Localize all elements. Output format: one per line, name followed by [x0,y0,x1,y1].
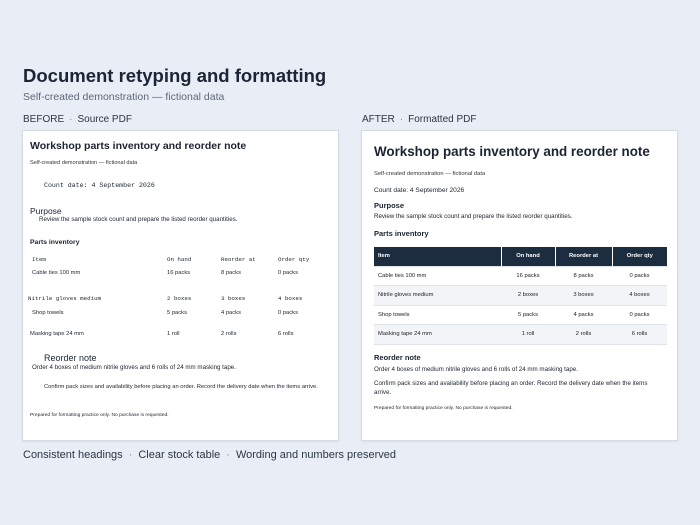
after-purpose-heading: Purpose [374,201,405,210]
table-cell: 6 rolls [612,325,667,345]
table-cell: 0 packs [612,266,667,286]
table-cell: Cable ties 100 mm [374,266,501,286]
after-reorder-heading: Reorder note [374,353,421,362]
after-reorder-text: Order 4 boxes of medium nitrile gloves and 6 rolls of 24 mm masking tape. [374,366,578,373]
after-desc: Formatted PDF [408,114,477,125]
before-state: BEFORE [23,114,65,125]
footer-separator: · [226,449,230,461]
feature-preserved: Wording and numbers preserved [235,449,396,461]
before-reorder-text: Order 4 boxes of medium nitrile gloves and 6 rolls of 24 mm masking tape. [32,364,236,371]
table-cell: 8 packs [555,266,612,286]
table-header-cell: Item [374,247,501,266]
table-cell: 2 rolls [555,325,612,345]
feature-summary [23,449,396,461]
before-cell: 2 rolls [221,331,237,337]
after-state: AFTER [362,114,395,125]
table-header-cell: Order qty [612,247,667,266]
footer-separator: · [128,449,133,461]
table-row [374,305,667,325]
before-parts-heading: Parts inventory [30,239,80,246]
table-cell: 4 packs [555,305,612,325]
table-header-cell: On hand [501,247,555,266]
before-purpose-heading: Purpose [30,206,62,216]
before-purpose-text: Review the sample stock count and prepare the listed reorder quantities. [39,216,238,223]
before-cell: 16 packs [167,270,191,276]
before-doc-subtitle: Self-created demonstration — fictional data [30,160,138,166]
before-cell: 4 boxes [278,295,303,302]
before-cell: 8 packs [221,270,241,276]
page-title: Document retyping and formatting [23,65,327,86]
table-cell: Masking tape 24 mm [374,325,501,345]
after-doc-subtitle: Self-created demonstration — fictional data [374,171,486,177]
table-cell: Shop towels [374,305,501,325]
label-separator: · [399,114,404,125]
before-cell: Masking tape 24 mm [30,331,84,337]
after-footer-note: Prepared for formatting practice only. No purchase is requested. [374,406,513,411]
before-cell: 6 rolls [278,331,294,337]
table-header-cell: Reorder at [555,247,612,266]
before-cell: 0 packs [278,310,298,316]
before-doc-title: Workshop parts inventory and reorder note [30,140,247,152]
table-row [374,325,667,345]
after-label [362,114,476,125]
after-document-page [361,130,678,441]
before-document-page [22,130,339,441]
before-cell: 2 boxes [167,295,192,302]
before-cell: 0 packs [278,270,298,276]
after-count-date: Count date: 4 September 2026 [374,187,465,194]
feature-headings: Consistent headings [23,449,123,461]
before-col-header: On hand [167,256,192,263]
before-confirm-text: Confirm pack sizes and availability before placing an order. Record the delivery date when the items arrive. [44,384,318,390]
table-row [374,266,667,286]
before-cell: 5 packs [167,310,187,316]
table-row [374,286,667,306]
table-cell: 2 boxes [501,286,555,306]
before-col-header: Item [32,256,46,263]
before-reorder-heading: Reorder note [44,353,97,363]
before-footer-note: Prepared for formatting practice only. No purchase is requested. [30,413,169,418]
label-separator: · [69,114,73,125]
table-header-row [374,247,667,266]
page-subtitle: Self-created demonstration — fictional data [23,91,225,103]
before-desc: Source PDF [77,114,132,125]
after-doc-title: Workshop parts inventory and reorder note [374,144,650,159]
after-confirm-text: Confirm pack sizes and availability before placing an order. Record the delivery date when the items arrive. [374,380,648,396]
before-cell: Shop towels [32,310,64,316]
table-cell: 1 roll [501,325,555,345]
before-col-header: Order qty [278,256,310,263]
feature-table: Clear stock table [138,449,221,461]
before-cell: Cable ties 100 mm [32,270,81,276]
before-label [23,114,132,125]
before-cell: 1 roll [167,331,180,337]
before-col-header: Reorder at [221,256,256,263]
after-purpose-text: Review the sample stock count and prepare the listed reorder quantities. [374,213,573,220]
table-cell: 0 packs [612,305,667,325]
table-cell: 16 packs [501,266,555,286]
table-cell: 3 boxes [555,286,612,306]
before-cell: 3 boxes [221,295,246,302]
before-count-date: Count date: 4 September 2026 [44,182,155,189]
table-cell: 4 boxes [612,286,667,306]
table-cell: Nitrile gloves medium [374,286,501,306]
stock-table [374,247,667,345]
before-cell: Nitrile gloves medium [28,295,102,302]
table-cell: 5 packs [501,305,555,325]
before-cell: 4 packs [221,310,241,316]
after-parts-heading: Parts inventory [374,229,429,238]
